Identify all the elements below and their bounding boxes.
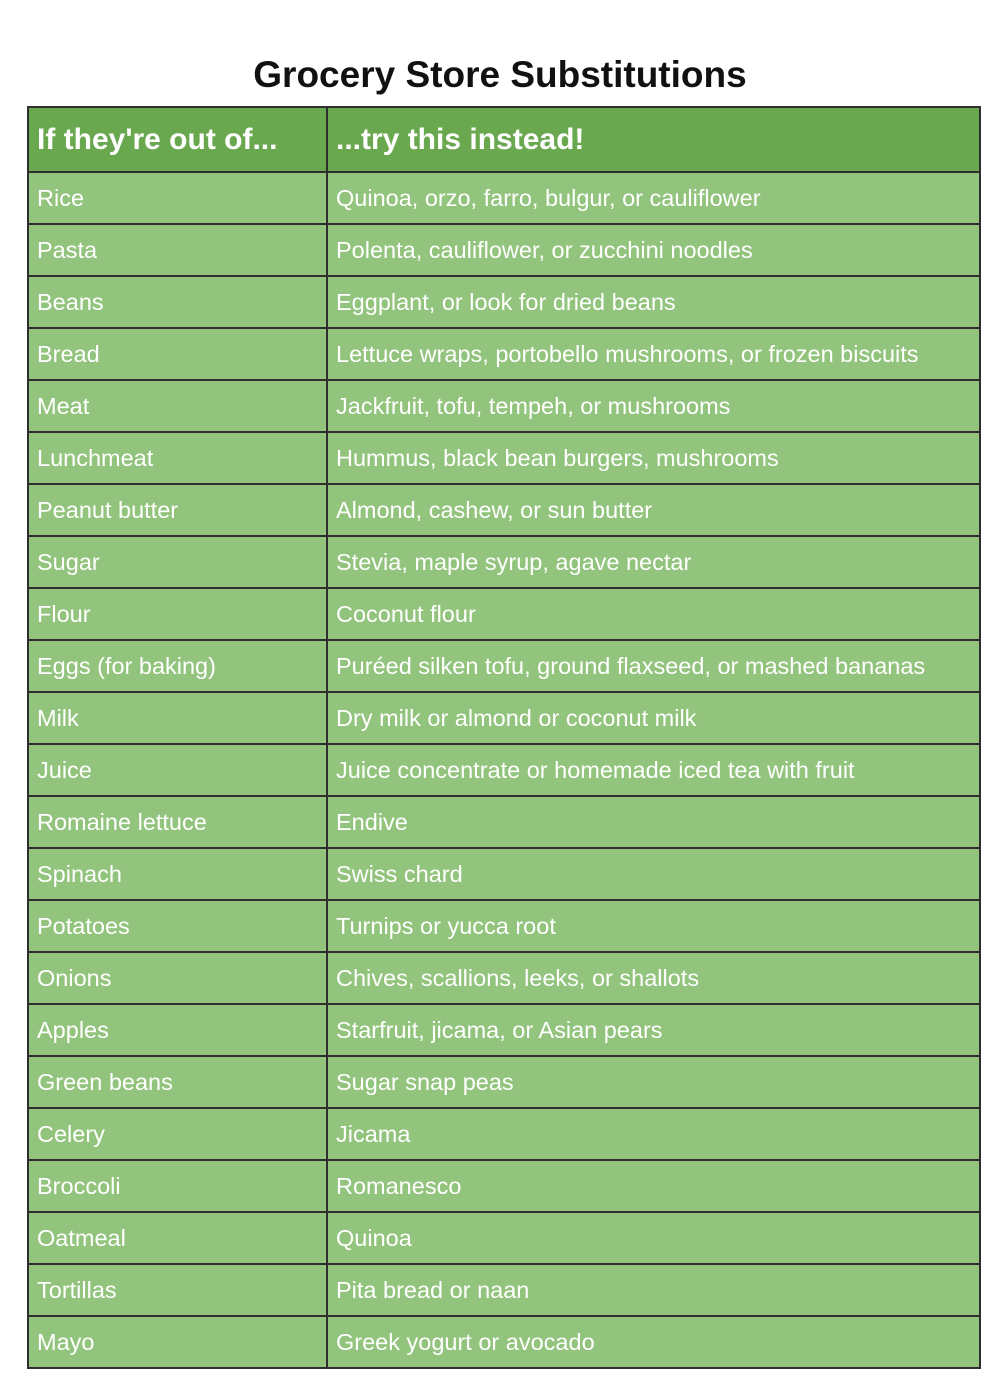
- substitutions-table: [27, 106, 981, 1369]
- table-body: [28, 172, 980, 1368]
- table-row: [28, 224, 980, 276]
- cell-substitute: Endive: [327, 796, 980, 848]
- table-row: [28, 900, 980, 952]
- cell-out-of-item: Broccoli: [28, 1160, 327, 1212]
- table-row: [28, 796, 980, 848]
- cell-substitute: Polenta, cauliflower, or zucchini noodles: [327, 224, 980, 276]
- cell-out-of-item: Romaine lettuce: [28, 796, 327, 848]
- cell-out-of-item: Lunchmeat: [28, 432, 327, 484]
- cell-substitute: Juice concentrate or homemade iced tea with fruit: [327, 744, 980, 796]
- table-row: [28, 432, 980, 484]
- header-out-of: If they're out of...: [28, 107, 327, 172]
- table-row: [28, 328, 980, 380]
- cell-out-of-item: Celery: [28, 1108, 327, 1160]
- cell-substitute: Sugar snap peas: [327, 1056, 980, 1108]
- cell-out-of-item: Onions: [28, 952, 327, 1004]
- table-row: [28, 640, 980, 692]
- table-row: [28, 588, 980, 640]
- table-row: [28, 1264, 980, 1316]
- table-row: [28, 1056, 980, 1108]
- cell-out-of-item: Meat: [28, 380, 327, 432]
- table-header: [28, 107, 980, 172]
- table-row: [28, 1108, 980, 1160]
- cell-out-of-item: Flour: [28, 588, 327, 640]
- table-row: [28, 484, 980, 536]
- page-title: Grocery Store Substitutions: [253, 53, 747, 95]
- cell-substitute: Almond, cashew, or sun butter: [327, 484, 980, 536]
- cell-out-of-item: Spinach: [28, 848, 327, 900]
- cell-substitute: Chives, scallions, leeks, or shallots: [327, 952, 980, 1004]
- cell-substitute: Stevia, maple syrup, agave nectar: [327, 536, 980, 588]
- table-row: [28, 1212, 980, 1264]
- cell-substitute: Swiss chard: [327, 848, 980, 900]
- table-row: [28, 1316, 980, 1368]
- cell-substitute: Coconut flour: [327, 588, 980, 640]
- cell-out-of-item: Apples: [28, 1004, 327, 1056]
- table-row: [28, 172, 980, 224]
- table-row: [28, 848, 980, 900]
- cell-substitute: Puréed silken tofu, ground flaxseed, or mashed bananas: [327, 640, 980, 692]
- cell-substitute: Quinoa: [327, 1212, 980, 1264]
- header-try-instead: ...try this instead!: [327, 107, 980, 172]
- cell-out-of-item: Green beans: [28, 1056, 327, 1108]
- table-row: [28, 536, 980, 588]
- table-row: [28, 380, 980, 432]
- cell-substitute: Jackfruit, tofu, tempeh, or mushrooms: [327, 380, 980, 432]
- cell-out-of-item: Potatoes: [28, 900, 327, 952]
- cell-out-of-item: Eggs (for baking): [28, 640, 327, 692]
- table-row: [28, 744, 980, 796]
- table-row: [28, 952, 980, 1004]
- cell-substitute: Pita bread or naan: [327, 1264, 980, 1316]
- cell-substitute: Lettuce wraps, portobello mushrooms, or frozen biscuits: [327, 328, 980, 380]
- cell-out-of-item: Juice: [28, 744, 327, 796]
- cell-out-of-item: Sugar: [28, 536, 327, 588]
- header-row: [28, 107, 980, 172]
- cell-out-of-item: Milk: [28, 692, 327, 744]
- cell-substitute: Romanesco: [327, 1160, 980, 1212]
- table-row: [28, 1160, 980, 1212]
- cell-substitute: Starfruit, jicama, or Asian pears: [327, 1004, 980, 1056]
- cell-out-of-item: Oatmeal: [28, 1212, 327, 1264]
- cell-out-of-item: Pasta: [28, 224, 327, 276]
- cell-substitute: Greek yogurt or avocado: [327, 1316, 980, 1368]
- table-row: [28, 1004, 980, 1056]
- cell-out-of-item: Mayo: [28, 1316, 327, 1368]
- cell-substitute: Dry milk or almond or coconut milk: [327, 692, 980, 744]
- cell-out-of-item: Peanut butter: [28, 484, 327, 536]
- cell-out-of-item: Bread: [28, 328, 327, 380]
- table-row: [28, 692, 980, 744]
- cell-substitute: Hummus, black bean burgers, mushrooms: [327, 432, 980, 484]
- cell-substitute: Jicama: [327, 1108, 980, 1160]
- table-row: [28, 276, 980, 328]
- cell-substitute: Eggplant, or look for dried beans: [327, 276, 980, 328]
- cell-out-of-item: Rice: [28, 172, 327, 224]
- cell-substitute: Quinoa, orzo, farro, bulgur, or cauliflower: [327, 172, 980, 224]
- cell-out-of-item: Tortillas: [28, 1264, 327, 1316]
- cell-substitute: Turnips or yucca root: [327, 900, 980, 952]
- cell-out-of-item: Beans: [28, 276, 327, 328]
